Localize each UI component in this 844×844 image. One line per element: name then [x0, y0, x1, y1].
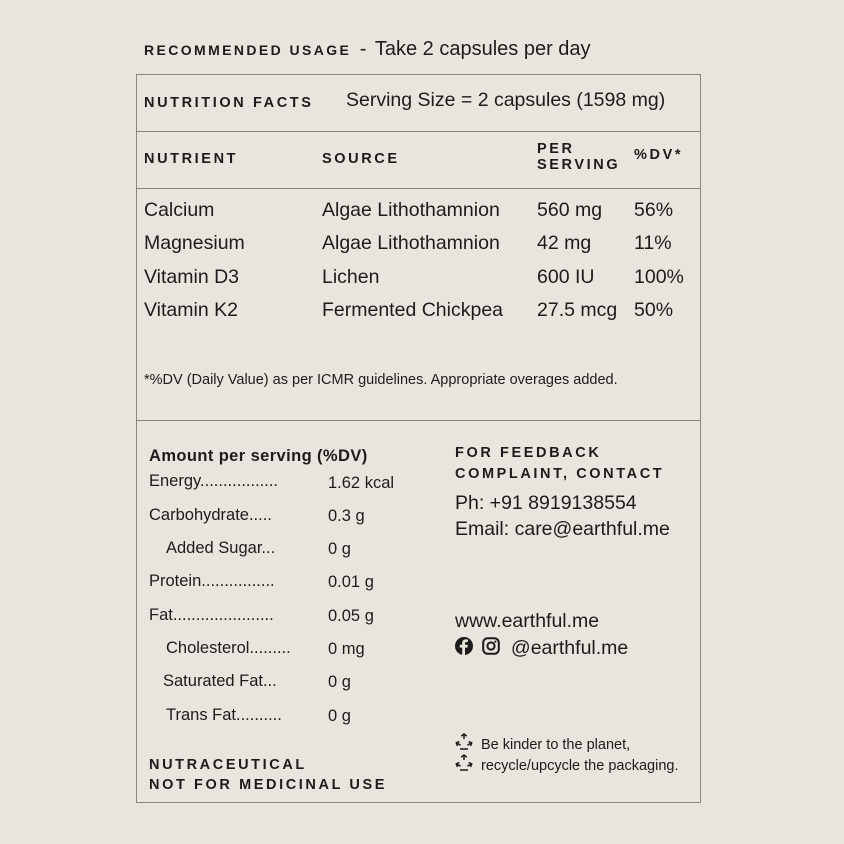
website-link[interactable]: www.earthful.me: [455, 610, 600, 632]
nutrition-facts-title: NUTRITION FACTS: [144, 95, 314, 111]
social-handle[interactable]: @earthful.me: [510, 637, 629, 659]
recommended-usage: [144, 38, 591, 61]
nutrient-source: Algae Lithothamnion: [322, 199, 500, 221]
nutrient-name: Vitamin D3: [144, 266, 240, 288]
amount-label: Cholesterol.........: [166, 639, 291, 657]
amount-value: 0.01 g: [328, 573, 374, 591]
column-header-nutrient: NUTRIENT: [144, 151, 239, 167]
recycle-line1: Be kinder to the planet,: [481, 736, 631, 753]
nutrition-panel: [136, 74, 701, 803]
amount-label: Fat......................: [149, 606, 274, 624]
contact-heading-line1: FOR FEEDBACK: [455, 445, 602, 461]
column-header-per-serving-line1: PER: [537, 141, 575, 157]
column-header-dv: %DV*: [634, 147, 684, 163]
nutrient-name: Vitamin K2: [144, 299, 238, 321]
recycle-note: [455, 734, 678, 776]
nutrient-source: Fermented Chickpea: [322, 299, 504, 321]
nutrient-dv: 11%: [634, 232, 672, 254]
recycle-icon: [455, 733, 473, 756]
nutrient-dv: 50%: [634, 299, 674, 321]
contact-email[interactable]: Email: care@earthful.me: [455, 518, 670, 540]
instagram-icon[interactable]: [482, 637, 500, 660]
nutrient-per-serving: 560 mg: [537, 199, 603, 221]
amount-value: 0 mg: [328, 640, 365, 658]
amount-label: Saturated Fat...: [163, 672, 277, 690]
recommended-usage-value: Take 2 capsules per day: [374, 38, 591, 60]
social-row: [455, 637, 628, 660]
contact-heading-line2: COMPLAINT, CONTACT: [455, 466, 665, 482]
recycle-icon: [455, 754, 473, 777]
nutraceutical-line2: NOT FOR MEDICINAL USE: [149, 777, 388, 793]
amount-label: Energy.................: [149, 472, 278, 490]
contact-phone[interactable]: Ph: +91 8919138554: [455, 492, 637, 514]
column-header-per-serving: [537, 141, 620, 173]
facebook-icon[interactable]: [455, 637, 473, 660]
nutrient-source: Lichen: [322, 266, 380, 288]
recommended-usage-separator: -: [359, 38, 367, 60]
amount-value: 0 g: [328, 673, 351, 691]
amount-label: Added Sugar...: [166, 539, 276, 557]
amount-value: 0 g: [328, 540, 351, 558]
divider: [137, 188, 700, 189]
column-header-per-serving-line2: SERVING: [537, 157, 621, 173]
amount-per-serving-title: Amount per serving (%DV): [149, 447, 368, 465]
column-header-source: SOURCE: [322, 151, 400, 167]
dv-footnote: *%DV (Daily Value) as per ICMR guidelines. Appropriate overages added.: [144, 372, 618, 388]
nutrient-per-serving: 42 mg: [537, 232, 592, 254]
nutrient-name: Calcium: [144, 199, 215, 221]
amount-label: Protein................: [149, 572, 275, 590]
nutrient-dv: 56%: [634, 199, 674, 221]
serving-size: Serving Size = 2 capsules (1598 mg): [346, 89, 666, 111]
amount-value: 0.3 g: [328, 507, 365, 525]
amount-label: Carbohydrate.....: [149, 506, 272, 524]
nutrient-dv: 100%: [634, 266, 684, 288]
recycle-line2: recycle/upcycle the packaging.: [481, 757, 679, 774]
amount-value: 0 g: [328, 707, 351, 725]
divider: [137, 131, 700, 132]
nutrient-name: Magnesium: [144, 232, 245, 254]
recommended-usage-label: RECOMMENDED USAGE: [144, 42, 352, 58]
nutrient-per-serving: 600 IU: [537, 266, 595, 288]
amount-value: 0.05 g: [328, 607, 374, 625]
nutrient-per-serving: 27.5 mcg: [537, 299, 618, 321]
divider: [137, 420, 700, 421]
nutraceutical-line1: NUTRACEUTICAL: [149, 757, 307, 773]
amount-value: 1.62 kcal: [328, 474, 395, 492]
amount-label: Trans Fat..........: [166, 706, 282, 724]
nutrient-source: Algae Lithothamnion: [322, 232, 500, 254]
